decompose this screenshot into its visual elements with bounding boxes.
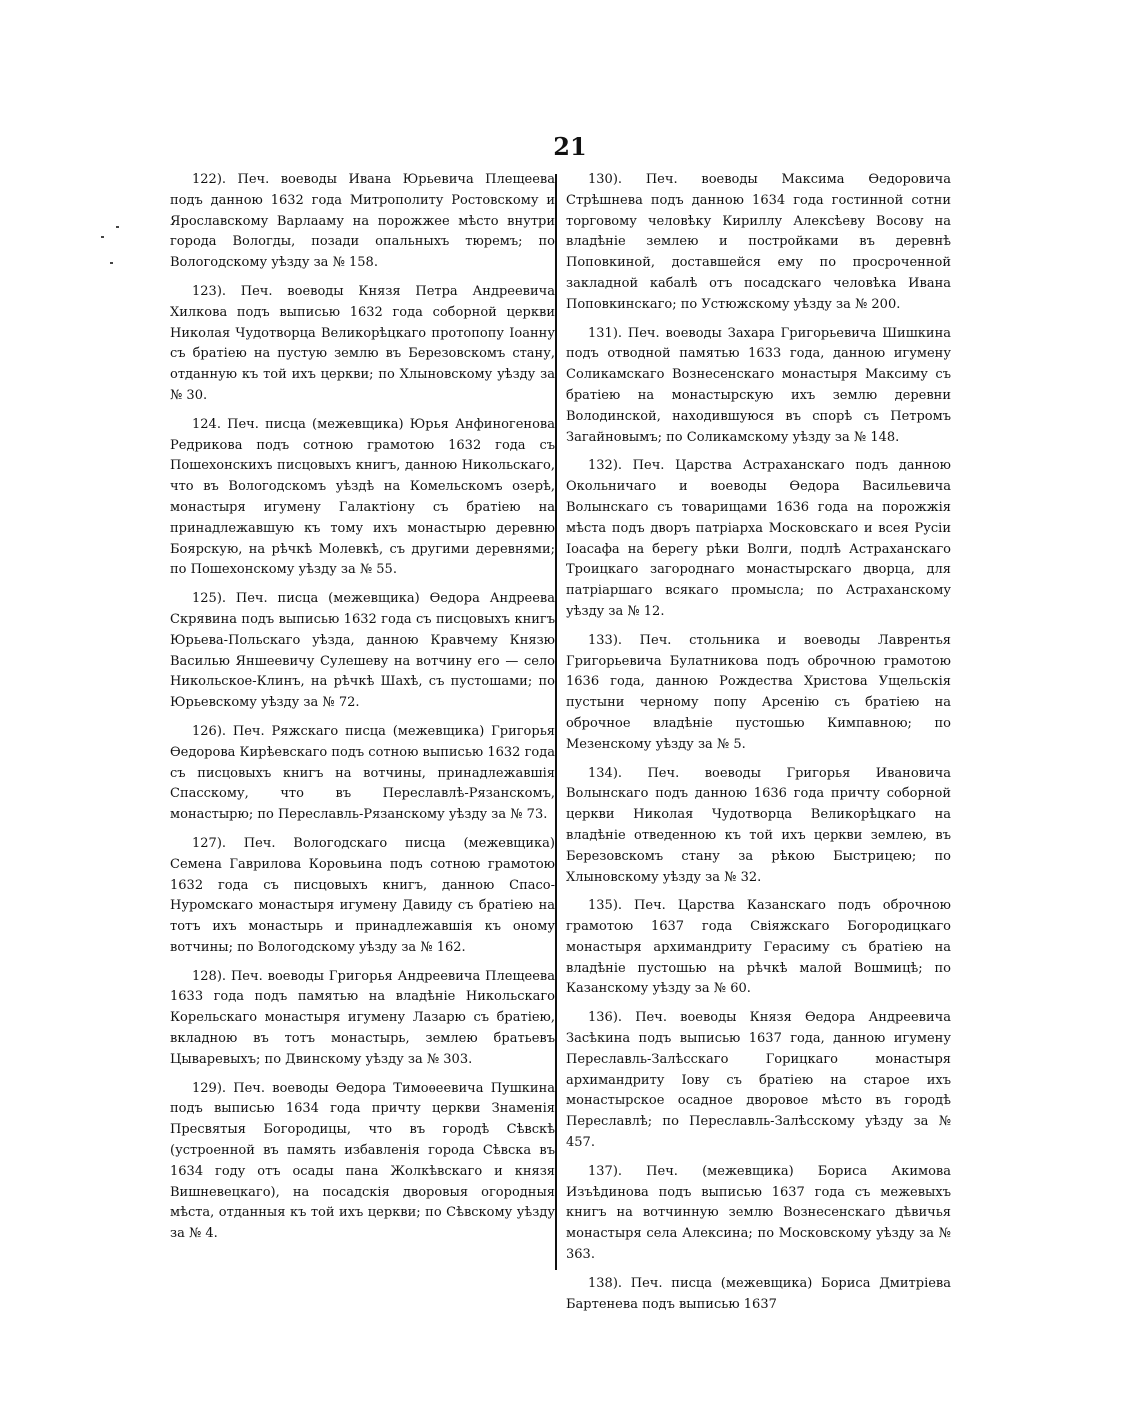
entry-134: 134). Печ. воеводы Григорья Ивановича Волынскаго подъ данною 1636 года причту соборной церкви Николая Чудотворца Великорѣцкаго на владѣніе отведенною къ той ихъ церкви землею, въ Березовскомъ стану за рѣкою Быстрицею; по Хлыновскому уѣзду за № 32. [566,765,951,885]
margin-speck [116,226,119,228]
entry-126: 126). Печ. Ряжскаго писца (межевщика) Григорья Ѳедорова Кирѣевскаго подъ сотною выписью 1632 года съ писцовыхъ книгъ на вотчины, принадлежавшія Спасскому, что въ Переславлѣ-Рязанскомъ, монастырю; по Переславль-Рязанскому уѣзду за № 73. [170,723,555,823]
left-column [170,170,555,1253]
entry-131: 131). Печ. воеводы Захара Григорьевича Шишкина подъ отводной памятью 1633 года, данною игумену Соликамскаго Вознесенскаго монастыря Максиму съ братіею на монастырскую ихъ землю деревни Володинской, находившуюся въ спорѣ съ Петромъ Загайновымъ; по Соликамскому уѣзду за № 148. [566,325,951,445]
entry-125: 125). Печ. писца (межевщика) Ѳедора Андреева Скрявина подъ выписью 1632 года съ писцовыхъ книгъ Юрьева-Польскаго уѣзда, данною Кравчему Князю Василью Яншеевичу Сулешеву на вотчину его — село Никольское-Клинъ, на рѣчкѣ Шахѣ, съ пустошами; по Юрьевскому уѣзду за № 72. [170,591,555,711]
right-column [566,170,951,1323]
entry-130: 130). Печ. воеводы Максима Ѳедоровича Стрѣшнева подъ данною 1634 года гостинной сотни торговому человѣку Кириллу Алексѣеву Восову на владѣніе землею и постройками въ деревнѣ Поповкиной, доставшейся ему по просроченной закладной кабалѣ отъ посадскаго человѣка Ивана Поповкинскаго; по Устюжскому уѣзду за № 200. [566,172,951,312]
entry-124: 124. Печ. писца (межевщика) Юрья Анфиногенова Редрикова подъ сотною грамотою 1632 года съ Пошехонскихъ писцовыхъ книгъ, данною Никольскаго, что въ Вологодскомъ уѣздѣ на Комельскомъ озерѣ, монастыря игумену Галактіону съ братіею на принадлежавшую къ тому ихъ монастырю деревню Боярскую, на рѣчкѣ Молевкѣ, съ другими деревнями; по Пошехонскому уѣзду за № 55. [170,416,555,578]
entry-133: 133). Печ. стольника и воеводы Лаврентья Григорьевича Булатникова подъ оброчною грамотою 1636 года, данною Рождества Христова Ущельскія пустыни черному попу Арсенію съ братіею на оброчное владѣніе пустошью Кимпавною; по Мезенскому уѣзду за № 5. [566,632,951,752]
entry-132: 132). Печ. Царства Астраханскаго подъ данною Окольничаго и воеводы Ѳедора Васильевича Волынскаго съ товарищами 1636 года на порожжія мѣста подъ дворъ патріарха Московскаго и всея Русіи Іоасафа на берегу рѣки Волги, подлѣ Астраханскаго Троицкаго загороднаго монастырскаго дворца, для патріаршаго всякаго промысла; по Астраханскому уѣзду за № 12. [566,458,951,619]
entry-128: 128). Печ. воеводы Григорья Андреевича Плещеева 1633 года подъ памятью на владѣніе Никольскаго Корельскаго монастыря игумену Лазарю съ братіею, вкладною въ тотъ монастырь, землею братьевъ Цываревыхъ; по Двинскому уѣзду за № 303. [170,968,555,1067]
entry-122: 122). Печ. воеводы Ивана Юрьевича Плещеева подъ данною 1632 года Митрополиту Ростовскому и Ярославскому Варлааму на порожжее мѣсто внутри города Вологды, позади опальныхъ тюремъ; по Вологодскому уѣзду за № 158. [170,172,555,271]
entry-135: 135). Печ. Царства Казанскаго подъ оброчною грамотою 1637 года Свіяжскаго Богородицкаго монастыря архимандриту Герасиму съ братіею на владѣніе пустошью на рѣчкѣ малой Вошмицѣ; по Казанскому уѣзду за № 60. [566,898,951,997]
margin-speck [110,262,113,264]
entry-129: 129). Печ. воеводы Ѳедора Тимоѳеевича Пушкина подъ выписью 1634 года причту церкви Знаменія Пресвятыя Богородицы, что въ городѣ Сѣвскѣ (устроенной въ память избавленія города Сѣвска въ 1634 году отъ осады пана Жолкѣвскаго и князя Вишневецкаго), на посадскія дворовыя огородныя мѣста, отданныя къ той ихъ церкви; по Сѣвскому уѣзду за № 4. [170,1080,555,1242]
page-number: 21 [553,132,587,161]
entry-123: 123). Печ. воеводы Князя Петра Андреевича Хилкова подъ выписью 1632 года соборной церкви Николая Чудотворца Великорѣцкаго протопопу Іоанну съ братіею на пустую землю въ Березовскомъ стану, отданную къ той ихъ церкви; по Хлыновскому уѣзду за № 30. [170,283,555,403]
entry-138: 138). Печ. писца (межевщика) Бориса Дмитріева Бартенева подъ выписью 1637 [566,1275,951,1312]
entry-137: 137). Печ. (межевщика) Бориса Акимова Изъѣдинова подъ выписью 1637 года съ межевыхъ книгъ на вотчинную землю Вознесенскаго дѣвичья монастыря села Алексина; по Московскому уѣзду за № 363. [566,1163,951,1263]
entry-127: 127). Печ. Вологодскаго писца (межевщика) Семена Гаврилова Коровьина подъ сотною грамотою 1632 года съ писцовыхъ книгъ, данною Спасо-Нуромскаго монастыря игумену Давиду съ братіею на тотъ ихъ монастырь и принадлежавшія къ оному вотчины; по Вологодскому уѣзду за № 162. [170,835,555,955]
margin-speck [101,236,104,238]
column-divider [555,174,557,1270]
entry-136: 136). Печ. воеводы Князя Ѳедора Андреевича Засѣкина подъ выписью 1637 года, данною игумену Переславль-Залѣсскаго Горицкаго монастыря архимандриту Іову съ братіею на старое ихъ монастырское осадное дворовое мѣсто въ городѣ Переславлѣ; по Переславль-Залѣсскому уѣзду за № 457. [566,1010,951,1151]
